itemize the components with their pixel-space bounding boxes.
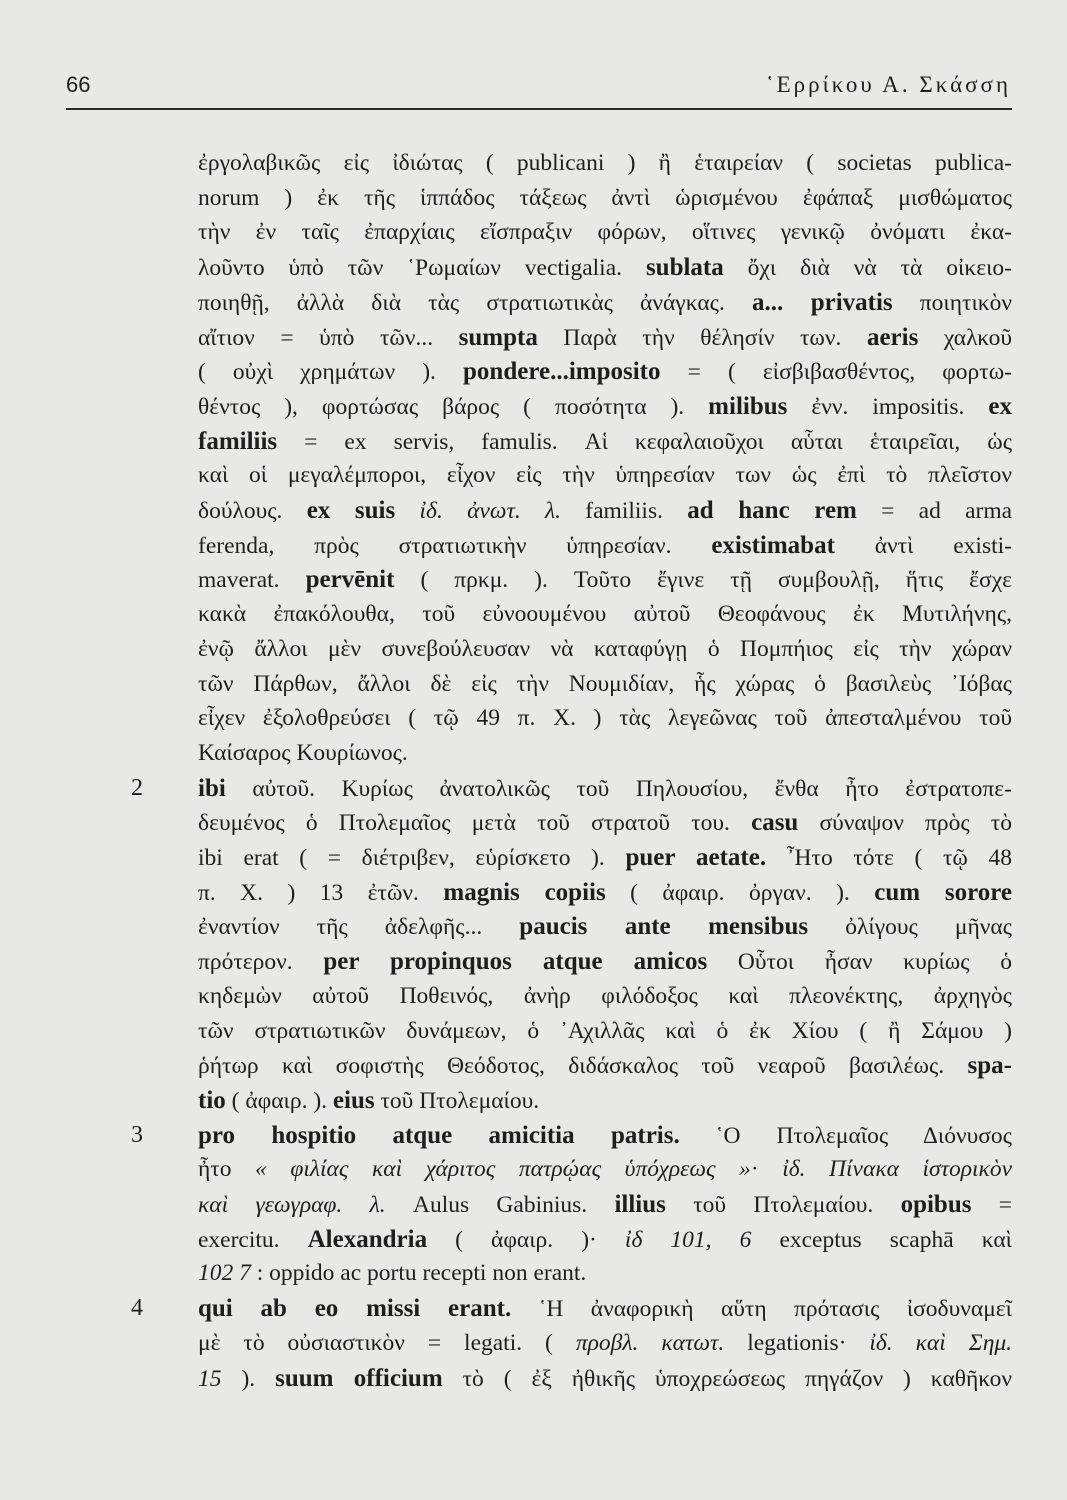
text-line [198, 424, 1012, 459]
text-line [198, 909, 1012, 944]
reference-text: ἰδ. καὶ Σημ. [869, 1329, 1013, 1356]
text-line [198, 1187, 1012, 1222]
lemma: opibus [900, 1191, 972, 1218]
commentary-text: ἐναντίον τῆς ἀδελφῆς... [198, 914, 520, 941]
commentary-text: σύναψον πρὸς τὸ [798, 810, 1012, 837]
lemma: pervēnit [305, 566, 395, 594]
reference-text: ἰδ. ἀνωτ. λ. [419, 498, 562, 524]
text-line [198, 1014, 1012, 1049]
reference-text: « φιλίας καὶ χάριτος πατρῴας ὑπόχρεως » [255, 1156, 751, 1183]
text-line [198, 1222, 1012, 1257]
commentary-text: ibi erat ( = διέτριβεν, εὑρίσκετο ). [198, 845, 626, 871]
lemma: eius [332, 1086, 375, 1114]
commentary-text: τῶν Πάρθων, ἄλλοι δὲ εἰς τὴν Νουμιδίαν, ἧς χώρας ὁ βασιλεὺς ᾿Ιόβας [198, 670, 1012, 697]
commentary-text: ἀντὶ existi- [834, 532, 1012, 559]
text-line [198, 771, 1012, 806]
running-title: ῾Ερρίκου Α. Σκάσση [765, 72, 1011, 97]
lemma: ibi [198, 774, 226, 802]
lemma: aeris [866, 323, 919, 351]
text-line [198, 146, 1012, 181]
commentary-text: ( ἀφαιρ. ὀργαν. ). [605, 879, 875, 906]
lemma: suum officium [275, 1364, 443, 1392]
commentary-text: ( οὐχὶ χρημάτων ). [198, 359, 464, 386]
text-line [198, 701, 1012, 736]
commentary-text: αἴτιον = ὑπὸ τῶν... [198, 324, 459, 351]
commentary-text: ῥήτωρ καὶ σοφιστὴς Θεόδοτος, διδάσκαλος τοῦ νεαροῦ βασιλέως. [198, 1053, 968, 1080]
lemma: existimabat [711, 531, 835, 559]
commentary-text: exercitu. [198, 1226, 308, 1253]
commentary-text: maverat. [198, 567, 306, 594]
commentary-text: ( ἀφαιρ. ). [225, 1087, 333, 1114]
commentary-text: εἶχεν ἐξολοθρεύσει ( τῷ 49 π. Χ. ) τὰς λεγεῶνας τοῦ ἀπεσταλμένου τοῦ [198, 705, 1012, 732]
commentary-text: δούλους. [198, 498, 307, 524]
commentary-text: = ( εἰσβιβασθέντος, φορτω- [660, 359, 1013, 386]
commentary-text: ῏Ητο τότε ( τῷ 48 [766, 845, 1012, 871]
text-line [198, 1152, 1012, 1187]
text-line [198, 875, 1012, 910]
commentary-text: = ex servis, famulis. Αἱ κεφαλαιοῦχοι αὗται ἑταιρεῖαι, ὡς [277, 428, 1012, 455]
commentary-text: καὶ οἱ μεγαλέμποροι, εἶχον εἰς τὴν ὑπηρεσίαν των ὡς ἐπὶ τὸ πλεῖστον [198, 462, 1012, 489]
lemma: tio [198, 1086, 226, 1114]
reference-text: ἰδ. Πίνακα ἱστορικὸν [782, 1156, 1013, 1183]
commentary-text [395, 498, 419, 524]
commentary-text: Aulus Gabinius. [385, 1192, 615, 1218]
note-number: 3 [131, 1121, 143, 1148]
commentary-text: κακὰ ἐπακόλουθα, τοῦ εὐνοουμένου αὐτοῦ Θεοφάνους ἐκ Μυτιλήνης, [198, 601, 1012, 628]
text-line [198, 632, 1012, 667]
text-line [198, 181, 1012, 216]
reference-text: προβλ. κατωτ. [575, 1329, 725, 1356]
commentary-text: τῶν στρατιωτικῶν δυνάμεων, ὁ ᾿Αχιλλᾶς καὶ ὁ ἐκ Χίου ( ἢ Σάμου ) [198, 1017, 1012, 1044]
lemma: ex suis [306, 497, 396, 524]
lemma: per propinquos atque amicos [323, 948, 708, 976]
commentary-text: ῾Ο Πτολεμαῖος Διόνυσος [679, 1122, 1012, 1149]
text-line [198, 528, 1012, 563]
text-line [198, 1291, 1012, 1326]
commentary-text: χαλκοῦ [918, 324, 1013, 351]
text-line [198, 1048, 1012, 1083]
lemma: paucis ante mensibus [519, 913, 809, 941]
commentary-text: · [750, 1156, 783, 1183]
lemma: familiis [198, 427, 278, 455]
text-line [198, 493, 1012, 528]
text-line [198, 458, 1012, 493]
lemma: milibus [708, 392, 788, 420]
commentary-text: ). [221, 1365, 276, 1392]
commentary-text: ἐνν. impositis. [787, 393, 989, 420]
reference-text: ἰδ 101, 6 [624, 1226, 752, 1253]
text-line [198, 285, 1012, 320]
commentary-text: familiis. [561, 498, 688, 524]
text-line [198, 250, 1012, 285]
text-line [198, 1256, 1012, 1291]
text-line [198, 354, 1012, 389]
text-line [198, 1326, 1012, 1361]
lemma: cum sorore [874, 878, 1012, 906]
text-line [198, 215, 1012, 250]
lemma: Alexandria [307, 1225, 428, 1253]
commentary-text: = [971, 1192, 1013, 1218]
lemma: a... privatis [751, 288, 893, 316]
commentary-text: ἐργολαβικῶς εἰς ἰδιώτας ( publicani ) ἢ ἑταιρείαν ( societas publica- [198, 150, 1012, 176]
commentary-text: ὀλίγους μῆνας [808, 914, 1012, 941]
commentary-text: κηδεμὼν αὐτοῦ Ποθεινός, ἀνὴρ φιλόδοξος καὶ πλεονέκτης, ἀρχηγὸς [198, 982, 1012, 1009]
text-line [198, 320, 1012, 355]
commentary-text: norum ) ἐκ τῆς ἱππάδος τάξεως ἀντὶ ὡρισμένου ἐφάπαξ μισθώματος [198, 184, 1012, 211]
commentary-text: μὲ τὸ οὐσιαστικὸν = legati. ( [198, 1329, 576, 1356]
reference-text: καὶ γεωγραφ. λ. [198, 1192, 386, 1218]
lemma: ex [988, 392, 1012, 420]
commentary-text: ( ἀφαιρ. )· [427, 1226, 625, 1253]
commentary-text: ποιητικὸν [892, 289, 1012, 316]
text-line [198, 389, 1012, 424]
text-line [198, 979, 1012, 1014]
commentary-text: ὄχι διὰ νὰ τὰ οἰκειο- [723, 255, 1012, 282]
lemma: pro hospitio atque amicitia patris. [198, 1121, 680, 1149]
text-line [198, 944, 1012, 979]
reference-text: 15 [198, 1365, 222, 1392]
commentary-text: Παρὰ τὴν θέλησίν των. [537, 324, 867, 351]
lemma: casu [751, 809, 799, 837]
commentary-text: exceptus scaphā καὶ [751, 1226, 1012, 1253]
text-line [198, 805, 1012, 840]
text-line [198, 597, 1012, 632]
text-line [198, 667, 1012, 702]
commentary-text: δευμένος ὁ Πτολεμαῖος μετὰ τοῦ στρατοῦ του. [198, 810, 752, 837]
commentary-text: π. Χ. ) 13 ἐτῶν. [198, 879, 444, 906]
commentary-text: ferenda, πρὸς στρατιωτικὴν ὑπηρεσίαν. [198, 532, 712, 559]
text-line [198, 736, 1012, 771]
commentary-text: ἦτο [198, 1156, 256, 1183]
lemma: puer aetate. [625, 844, 767, 871]
page-number: 66 [66, 72, 91, 97]
text-line [198, 1361, 1012, 1396]
lemma: spa- [967, 1052, 1012, 1080]
lemma: illius [614, 1191, 666, 1218]
commentary-text: ῾Η ἀναφορικὴ αὕτη πρότασις ἰσοδυναμεῖ [511, 1296, 1012, 1323]
note-number: 2 [131, 774, 143, 801]
text-line [198, 1118, 1012, 1153]
commentary-text: τοῦ Πτολεμαίου. [374, 1087, 540, 1114]
lemma: qui ab eo missi erant. [198, 1295, 512, 1323]
lemma: sublata [645, 254, 724, 282]
header-rule [66, 108, 1012, 110]
text-line [198, 840, 1012, 875]
commentary-text: ποιηθῇ, ἀλλὰ διὰ τὰς στρατιωτικὰς ἀνάγκας. [198, 289, 752, 316]
commentary-text: ἐνῷ ἄλλοι μὲν συνεβούλευσαν νὰ καταφύγῃ ὁ Πομπήιος εἰς τὴν χώραν [198, 635, 1012, 662]
commentary-text: λοῦντο ὑπὸ τῶν ῾Ρωμαίων vectigalia. [198, 255, 646, 282]
commentary-text: θέντος ), φορτώσας βάρος ( ποσότητα ). [198, 393, 709, 420]
lemma: pondere...imposito [463, 358, 661, 386]
commentary-text: : oppido ac portu recepti non erant. [250, 1260, 587, 1287]
text-line [198, 562, 1012, 597]
commentary-text: Καίσαρος Κουρίωνος. [198, 739, 408, 766]
lemma: magnis copiis [443, 878, 606, 906]
lemma: ad hanc rem [687, 497, 857, 524]
commentary-text: Οὗτοι ἦσαν κυρίως ὁ [707, 949, 1012, 976]
commentary-text: αὐτοῦ. Κυρίως ἀνατολικῶς τοῦ Πηλουσίου, ἔνθα ἦτο ἐστρατοπε- [225, 775, 1012, 802]
commentary-text: legationis· [724, 1329, 870, 1356]
commentary-text: ( πρκμ. ). Τοῦτο ἔγινε τῇ συμβουλῇ, ἥτις ἔσχε [394, 567, 1012, 594]
text-line [198, 1083, 1012, 1118]
note-number: 4 [131, 1295, 143, 1322]
reference-text: 102 7 [198, 1260, 251, 1287]
commentary-text: τὸ ( ἐξ ἠθικῆς ὑποχρεώσεως πηγάζον ) καθῆκον [442, 1365, 1013, 1392]
lemma: sumpta [458, 323, 538, 351]
commentary-text: πρότερον. [198, 949, 324, 976]
commentary-text: τὴν ἐν ταῖς ἐπαρχίαις εἴσπραξιν φόρων, οἵτινες γενικῷ ὀνόματι ἐκα- [198, 219, 1012, 246]
commentary-text: = ad arma [856, 498, 1013, 524]
commentary-text: τοῦ Πτολεμαίου. [665, 1192, 901, 1218]
